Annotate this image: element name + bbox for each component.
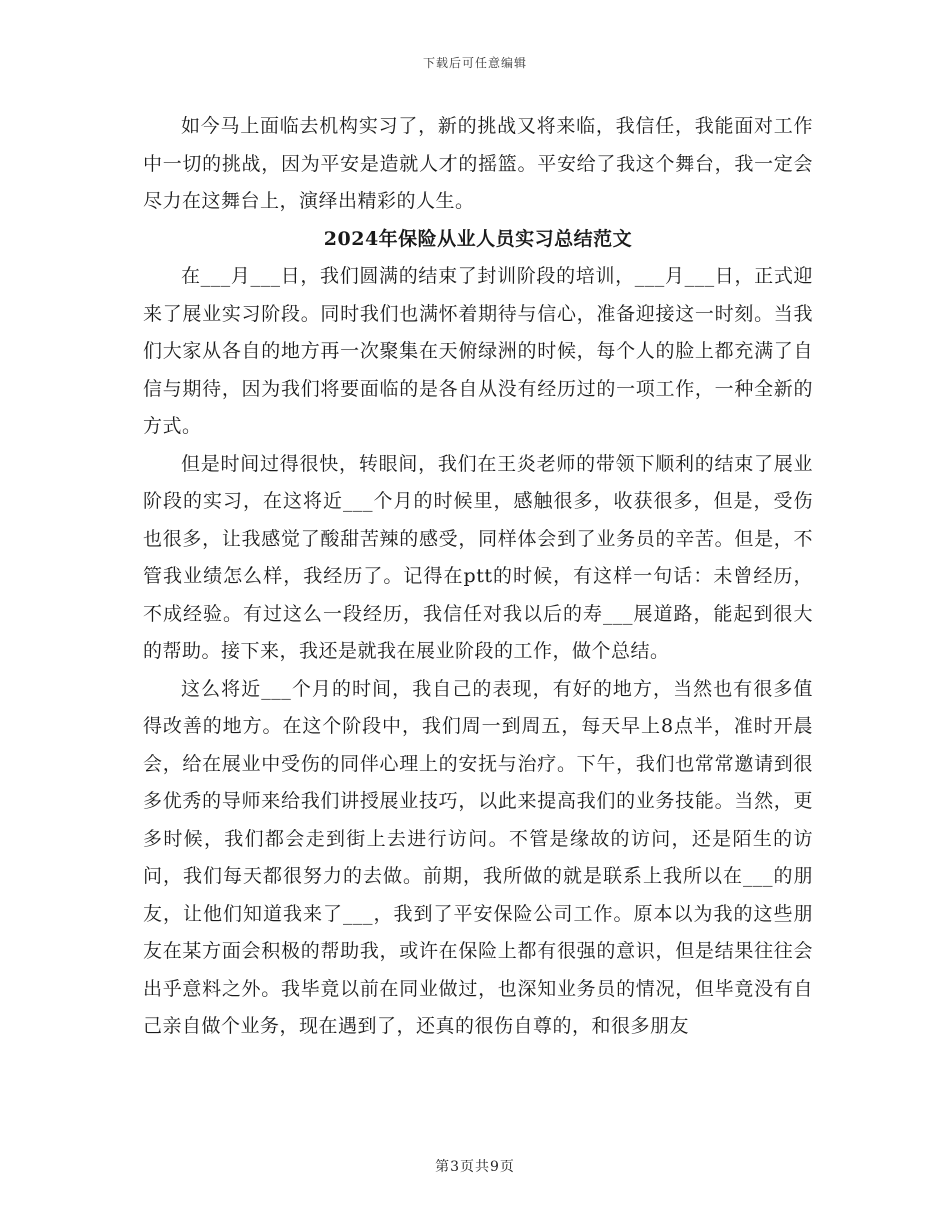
page-number: 第3页共9页: [435, 1159, 515, 1175]
page-header: 下载后可任意编辑: [422, 56, 527, 70]
paragraph-3: 这么将近___个月的时间，我自己的表现，有好的地方，当然也有很多值得改善的地方。在这个阶段中，我们周一到周五，每天早上8点半，准时开晨会，给在展业中受伤的同伴心理上的安抚与治疗。下午，我们也常常邀请到很多优秀的导师来给我们讲授展业技巧，以此来提高我们的业务技能。当然，更多时候，我们都会走到街上去进行访问。不管是缘故的访问，还是陌生的访问，我们每天都很努力的去做。前期，我所做的就是联系上我所以在___的朋友，让他们知道我来了___，我到了平安保险公司工作。原本以为我的这些朋友在某方面会积极的帮助我，或许在保险上都有很强的意识，但是结果往往会出乎意料之外。我毕竟以前在同业做过，也深知业务员的情况，但毕竟没有自己亲自做个业务，现在遇到了，还真的很伤自尊的，和很多朋友: [143, 677, 813, 1037]
document-body: [143, 108, 813, 1046]
paragraph-intro: 如今马上面临去机构实习了，新的挑战又将来临，我信任，我能面对工作中一切的挑战，因为平安是造就人才的摇篮。平安给了我这个舞台，我一定会尽力在这舞台上，演绎出精彩的人生。: [143, 115, 813, 212]
paragraph-2: 但是时间过得很快，转眼间，我们在王炎老师的带领下顺利的结束了展业阶段的实习，在这将近___个月的时候里，感触很多，收获很多，但是，受伤也很多，让我感觉了酸甜苦辣的感受，同样体会到了业务员的辛苦。但是，不管我业绩怎么样，我经历了。记得在ptt的时候，有这样一句话：未曾经历，不成经验。有过这么一段经历，我信任对我以后的寿___展道路，能起到很大的帮助。接下来，我还是就我在展业阶段的工作，做个总结。: [143, 452, 813, 662]
paragraph-1: 在___月___日，我们圆满的结束了封训阶段的培训，___月___日，正式迎来了展业实习阶段。同时我们也满怀着期待与信心，准备迎接这一时刻。当我们大家从各自的地方再一次聚集在天俯绿洲的时候，每个人的脸上都充满了自信与期待，因为我们将要面临的是各自从没有经历过的一项工作，一种全新的方式。: [143, 265, 813, 437]
document-title: 2024年保险从业人员实习总结范文: [323, 227, 633, 250]
